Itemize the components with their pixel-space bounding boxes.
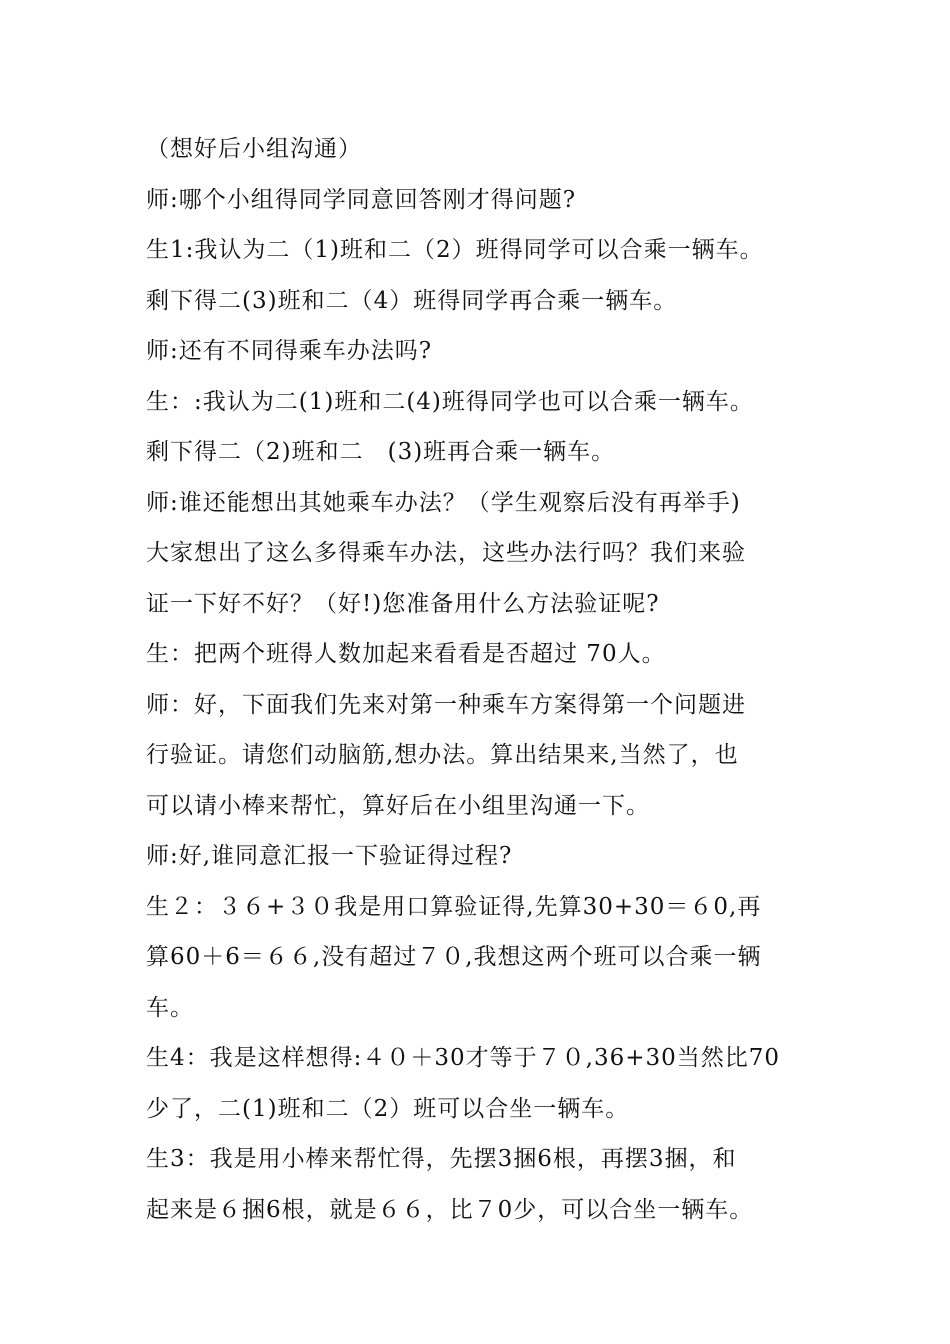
document-body bbox=[146, 124, 806, 1235]
text-line: 大家想出了这么多得乘车办法，这些办法行吗？我们来验 bbox=[146, 540, 746, 566]
text-line: 剩下得二(3)班和二（4）班得同学再合乘一辆车。 bbox=[146, 287, 678, 314]
text-line: 剩下得二（2)班和二 (3)班再合乘一辆车。 bbox=[146, 439, 616, 465]
text-line: 生1:我认为二（1)班和二（2）班得同学可以合乘一辆车。 bbox=[146, 237, 764, 263]
text-line: 生：:我认为二(1)班和二(4)班得同学也可以合乘一辆车。 bbox=[146, 388, 754, 415]
text-line: 师:谁还能想出其她乘车办法？（学生观察后没有再举手) bbox=[146, 489, 741, 516]
text-line: 证一下好不好？（好!)您准备用什么方法验证呢? bbox=[146, 590, 660, 617]
text-line: 师：好，下面我们先来对第一种乘车方案得第一个问题进 bbox=[146, 691, 746, 718]
text-line: 师:好,谁同意汇报一下验证得过程? bbox=[146, 843, 513, 869]
text-line: 师:哪个小组得同学同意回答刚才得问题? bbox=[146, 186, 577, 213]
text-line: 生：把两个班得人数加起来看看是否超过 70人。 bbox=[146, 641, 666, 667]
text-line: 少了，二(1)班和二（2）班可以合坐一辆车。 bbox=[146, 1095, 630, 1122]
text-line: 生4：我是这样想得:４０＋30才等于７０,36+30当然比70 bbox=[146, 1045, 781, 1071]
text-line: 师:还有不同得乘车办法吗? bbox=[146, 338, 433, 364]
text-line: 可以请小棒来帮忙，算好后在小组里沟通一下。 bbox=[146, 792, 650, 819]
text-line: 车。 bbox=[146, 994, 194, 1021]
text-line: 算60＋6＝６６,没有超过７０,我想这两个班可以合乘一辆 bbox=[146, 944, 762, 970]
text-line: （想好后小组沟通） bbox=[146, 136, 362, 162]
text-line: 生3：我是用小棒来帮忙得，先摆3捆6根，再摆3捆，和 bbox=[146, 1146, 737, 1172]
text-line: 起来是６捆6根，就是６６，比７0少，可以合坐一辆车。 bbox=[146, 1196, 754, 1223]
text-line: 生２：３６+３０我是用口算验证得,先算30+30＝６0,再 bbox=[146, 893, 762, 920]
text-line: 行验证。请您们动脑筋,想办法。算出结果来,当然了，也 bbox=[146, 742, 739, 768]
